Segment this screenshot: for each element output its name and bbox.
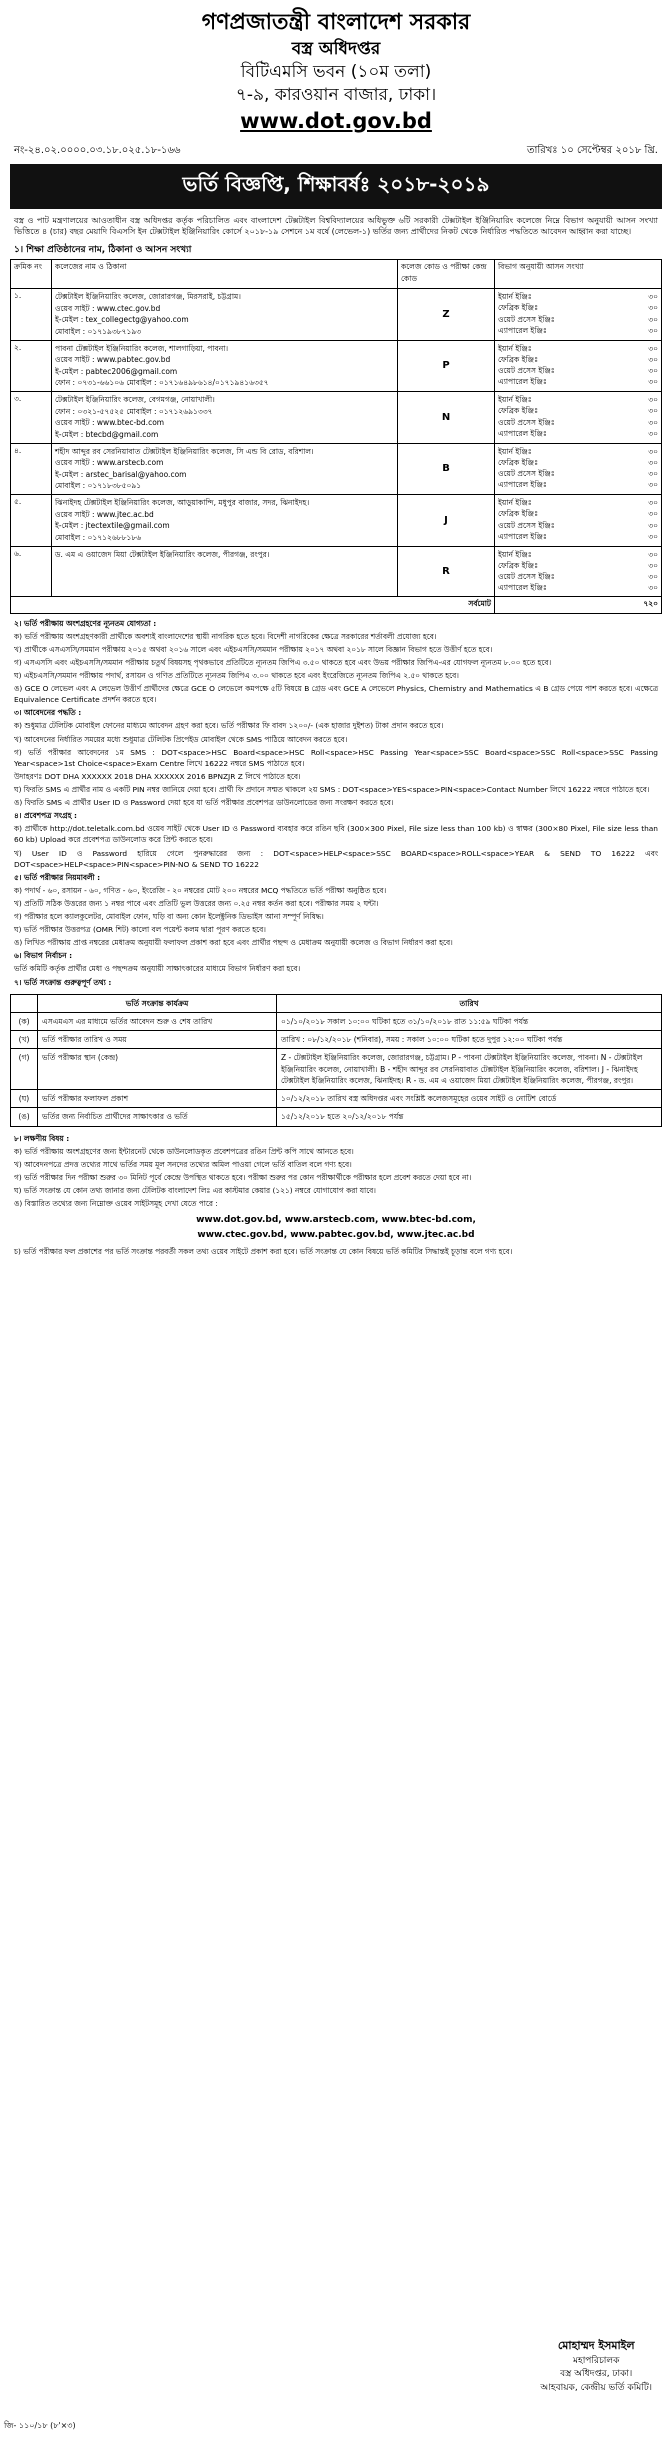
seat-line — [498, 582, 658, 593]
schedule-table — [10, 994, 662, 1127]
seat-count: ৩০ — [648, 520, 658, 530]
schedule-index: (ক) — [11, 1012, 38, 1030]
rule-line: ক) পদার্থ - ৬০, রসায়ন - ৬০, গণিত - ৬০, ইংরেজি - ২০ নম্বরের মোট ২০০ নম্বরের MCQ পদ্ধতিতে ভর্তি পরীক্ষা অনুষ্ঠিত হবে। — [14, 885, 387, 895]
college-contact-line: মোবাইল : ০১৭১২৬৮৮১৮৬ — [55, 532, 142, 542]
college-serial: ১. — [11, 289, 52, 341]
seat-count: ৩০ — [648, 457, 658, 467]
memo-date: তারিখঃ ১০ সেপ্টেম্বর ২০১৮ খ্রি. — [526, 144, 658, 156]
seat-department: ফেব্রিক ইঞ্জিঃ — [498, 303, 539, 313]
seat-count: ৩০ — [648, 366, 658, 376]
seat-department: ফেব্রিক ইঞ্জিঃ — [498, 457, 539, 467]
seat-count: ৩০ — [648, 377, 658, 387]
college-contact-line: ফোন : ০৩২১-৫৭৫২৫ মোবাইল : ০১৭১২৬৯১৩৩৭ — [55, 406, 213, 416]
college-contact-line: মোবাইল : ০১৭১৯৩৮৭১৯৩ — [55, 326, 142, 336]
college-serial: ৫. — [11, 495, 52, 547]
schedule-row — [11, 1108, 662, 1126]
colleges-table — [10, 259, 662, 614]
seat-count: ৩০ — [648, 395, 658, 405]
table-row — [11, 546, 662, 596]
seat-department: এ্যাপারেল ইঞ্জিঃ — [498, 583, 547, 593]
seat-count: ৩০ — [648, 560, 658, 570]
rule-line: ৩। আবেদনের পদ্ধতি : — [14, 708, 82, 718]
seat-line — [498, 446, 658, 457]
rule-line: গ) এসএসসি এবং এইচএসসি/সমমান পরীক্ষায় চতুর্থ বিষয়সহ পৃথকভাবে প্রতিটিতে ন্যূনতম জিপিএ ৩.৫০ থাকতে হবে এবং উভয় পরীক্ষার জিপিএ-এর যোগফল ন্যূনতম ৮.০০ হতে হবে। — [14, 657, 552, 667]
col-code: কলেজ কোড ও পরীক্ষা কেন্দ্র কোড — [398, 260, 495, 289]
seat-department: ইয়ার্ন ইঞ্জিঃ — [498, 343, 532, 353]
college-details — [52, 340, 398, 392]
seat-count: ৩০ — [648, 406, 658, 416]
note-line: ৮। লক্ষণীয় বিষয় : — [14, 1133, 70, 1143]
rule-line: ঘ) ফিরতি SMS এ প্রার্থীর নাম ও একটি PIN নম্বর জানিয়ে দেয়া হবে। প্রার্থী ফি প্রদানে সম্মত থাকলে ২য় SMS : DOT<space>YES<space>PIN<space>Contact Number লিখে 16222 নম্বরে পাঠাতে হবে। — [14, 784, 650, 794]
college-contact-line: ওয়েব সাইট : www.ctec.gov.bd — [55, 303, 161, 313]
seat-line — [498, 302, 658, 313]
table-row — [11, 495, 662, 547]
seat-department: ফেব্রিক ইঞ্জিঃ — [498, 509, 539, 519]
notice-title: ভর্তি বিজ্ঞপ্তি, শিক্ষাবর্ষঃ ২০১৮-২০১৯ — [10, 164, 662, 209]
schedule-date: ১৫/১২/২০১৮ হতে ২০/১২/২০১৮ পর্যন্ত — [277, 1108, 662, 1126]
seat-line — [498, 325, 658, 336]
website-link[interactable]: www.dot.gov.bd — [240, 108, 432, 133]
signature-block — [540, 2338, 652, 2395]
seat-line — [498, 479, 658, 490]
college-serial: ৩. — [11, 392, 52, 444]
schedule-row — [11, 1012, 662, 1030]
seat-line — [498, 531, 658, 542]
college-code: P — [398, 340, 495, 392]
college-code: R — [398, 546, 495, 596]
schedule-index: (ঘ) — [11, 1090, 38, 1108]
college-contact-line: ই-মেইল : tex_collegectg@yahoo.com — [55, 315, 189, 325]
seat-department: ইয়ার্ন ইঞ্জিঃ — [498, 446, 532, 456]
seat-count: ৩০ — [648, 325, 658, 335]
seat-line — [498, 468, 658, 479]
table-row — [11, 289, 662, 341]
seat-count: ৩০ — [648, 469, 658, 479]
seat-department: এ্যাপারেল ইঞ্জিঃ — [498, 377, 547, 387]
website-list — [10, 1213, 662, 1242]
signatory-org: বস্ত্র অধিদপ্তর, ঢাকা। — [560, 2369, 633, 2379]
college-code: J — [398, 495, 495, 547]
seat-count: ৩০ — [648, 572, 658, 582]
college-contact-line: ওয়েব সাইট : www.jtec.ac.bd — [55, 509, 154, 519]
rule-line: খ) আবেদনের নির্ধারিত সময়ের মধ্যে শুধুমাত্র টেলিটক প্রিপেইড মোবাইল থেকে SMS পাঠিয়ে আবেদন করতে হবে। — [14, 734, 348, 744]
letterhead — [10, 8, 662, 135]
section-title-colleges: ১। শিক্ষা প্রতিষ্ঠানের নাম, ঠিকানা ও আসন সংখ্যা — [14, 245, 192, 256]
seat-department: এ্যাপারেল ইঞ্জিঃ — [498, 480, 547, 490]
seat-line — [498, 394, 658, 405]
college-contact-line: ই-মেইল : jtectextile@gmail.com — [55, 521, 170, 531]
seat-department: ওয়েট প্রসেস ইঞ্জিঃ — [498, 417, 555, 427]
college-code: B — [398, 443, 495, 495]
schedule-activity: এসএমএস এর মাধ্যমে ভর্তির আবেদন শুরু ও শেষ তারিখ — [38, 1012, 277, 1030]
college-contact-line: ই-মেইল : pabtec2006@gmail.com — [55, 366, 178, 376]
college-contact-line: ওয়েব সাইট : www.pabtec.gov.bd — [55, 355, 171, 365]
website-line[interactable]: www.ctec.gov.bd, www.pabtec.gov.bd, www.jtec.ac.bd — [197, 1229, 475, 1240]
seat-line — [498, 291, 658, 302]
rule-line: ঙ) লিখিত পরীক্ষায় প্রাপ্ত নম্বরের মেধাক্রম অনুযায়ী ফলাফল প্রকাশ করা হবে এবং প্রার্থীর পছন্দ ও মেধাক্রম অনুযায়ী কলেজ ও বিভাগ নির্ধারণ করা হবে। — [14, 938, 453, 948]
note-line: ঘ) ভর্তি সংক্রান্ত যে কোন তথ্য জানার জন্য টেলিটক বাংলাদেশ লিঃ এর কাস্টমার কেয়ার (১২১) নম্বরে যোগাযোগ করা যাবে। — [14, 1186, 376, 1196]
schedule-activity: ভর্তি পরীক্ষার তারিখ ও সময় — [38, 1031, 277, 1049]
college-code: Z — [398, 289, 495, 341]
table-row — [11, 340, 662, 392]
rules-section — [14, 618, 658, 988]
seat-line — [498, 560, 658, 571]
seat-count: ৩০ — [648, 549, 658, 559]
college-contact-line: ওয়েব সাইট : www.btec-bd.com — [55, 418, 165, 428]
college-details — [52, 289, 398, 341]
rule-line: ক) শুধুমাত্র টেলিটক মোবাইল ফোনের মাধ্যমে আবেদন গ্রহণ করা হবে। ভর্তি পরীক্ষার ফি বাবদ ১২০০/- (এক হাজার দুইশত) টাকা প্রদান করতে হবে। — [14, 721, 444, 731]
memo-number: নং-২৪.০২.০০০০.০৩.১৮.০২৫.১৮-১৬৬ — [14, 144, 181, 156]
seat-line — [498, 314, 658, 325]
seat-department: ওয়েট প্রসেস ইঞ্জিঃ — [498, 520, 555, 530]
schedule-row — [11, 1031, 662, 1049]
building-name: বিটিএমসি ভবন (১০ম তলা) — [240, 61, 432, 82]
college-seats — [495, 289, 662, 341]
seat-department: ওয়েট প্রসেস ইঞ্জিঃ — [498, 572, 555, 582]
note-line: ক) ভর্তি পরীক্ষায় অংশগ্রহণের জন্য ইন্টারনেট থেকে ডাউনলোডকৃত প্রবেশপত্রের রঙিন প্রিন্ট কপি সাথে আনতে হবে। — [14, 1146, 354, 1156]
table-row — [11, 392, 662, 444]
schedule-index: (গ) — [11, 1049, 38, 1090]
schedule-activity: ভর্তি পরীক্ষার ফলাফল প্রকাশ — [38, 1090, 277, 1108]
department-name: বস্ত্র অধিদপ্তর — [291, 38, 381, 59]
seat-count: ৩০ — [648, 354, 658, 364]
schedule-date: ১০/১২/২০১৮ তারিখ বস্ত্র অধিদপ্তর এবং সংশ্লিষ্ট কলেজসমূহের ওয়েব সাইট ও নোটিশ বোর্ডে — [277, 1090, 662, 1108]
note-line: খ) আবেদনপত্রে প্রদত্ত তথ্যের সাথে ভর্তির সময় মূল সনদের তথ্যের অমিল পাওয়া গেলে ভর্তি বাতিল বলে গণ্য হবে। — [14, 1159, 352, 1169]
college-contact-line: ই-মেইল : arstec_barisal@yahoo.com — [55, 469, 187, 479]
rule-line: ঘ) এইচএসসি/সমমান পরীক্ষায় পদার্থ, রসায়ন ও গণিত প্রতিটিতে ন্যূনতম জিপিএ ৩.০০ থাকতে হবে এবং ইংরেজিতে ন্যূনতম জিপিএ ২.৫০ থাকতে হবে। — [14, 670, 459, 680]
rule-line: ভর্তি কমিটি কর্তৃক প্রার্থীর মেধা ও পছন্দক্রম অনুযায়ী সাক্ষাৎকারের মাধ্যমে বিভাগ নির্ধারণ করা হবে। — [14, 964, 301, 974]
seat-department: এ্যাপারেল ইঞ্জিঃ — [498, 325, 547, 335]
col-serial: ক্রমিক নং — [11, 260, 52, 289]
rule-line: ৫। ভর্তি পরীক্ষার নিয়মাবলী : — [14, 872, 101, 882]
seat-count: ৩০ — [648, 428, 658, 438]
schedule-activity: ভর্তির জন্য নির্বাচিত প্রার্থীদের সাক্ষাৎকার ও ভর্তি — [38, 1108, 277, 1126]
signatory-name: মোহাম্মদ ইসমাইল — [557, 2339, 635, 2352]
college-seats — [495, 495, 662, 547]
print-code: জি- ১১০/১৮ (৮'×৩) — [4, 2421, 76, 2430]
rule-line: উদাহরণঃ DOT DHA XXXXXX 2018 DHA XXXXXX 2016 BPNZJR Z লিখে পাঠাতে হবে। — [14, 771, 301, 781]
college-contact-line: মোবাইল : ০১৭১৮৩৮৫০৯১ — [55, 481, 142, 491]
rule-line: গ) ভর্তি পরীক্ষার আবেদনের ১ম SMS : DOT<space>HSC Board<space>HSC Roll<space>HSC Passing Year<space>SSC Board<space>SSC Roll<space>SSC Passing Year<space>1st Choice<space>Exam Centre লিখে 16222 নম্বরে SMS পাঠাতে হবে। — [14, 747, 658, 768]
college-name: শহীদ আব্দুর রব সেরনিয়াবাত টেক্সটাইল ইঞ্জিনিয়ারিং কলেজ, সি এন্ড বি রোড, বরিশাল। — [55, 446, 314, 456]
college-serial: ৪. — [11, 443, 52, 495]
college-name: ড. এম এ ওয়াজেদ মিয়া টেক্সটাইল ইঞ্জিনিয়ারিং কলেজ, পীরগঞ্জ, রংপুর। — [55, 549, 270, 559]
seat-line — [498, 508, 658, 519]
signatory-role: আহবায়ক, কেন্দ্রীয় ভর্তি কমিটি। — [540, 2382, 652, 2393]
schedule-index: (ঙ) — [11, 1108, 38, 1126]
notice-page — [10, 0, 662, 1257]
seat-line — [498, 520, 658, 531]
college-details — [52, 392, 398, 444]
seat-department: ওয়েট প্রসেস ইঞ্জিঃ — [498, 366, 555, 376]
college-name: টেক্সটাইল ইঞ্জিনিয়ারিং কলেজ, বেগমগঞ্জ, নোয়াখালী। — [55, 395, 215, 405]
rule-line: খ) প্রার্থীকে এসএসসি/সমমান পরীক্ষায় ২০১৫ অথবা ২০১৬ সালে এবং এইচএসসি/সমমান পরীক্ষায় ২০১৭ অথবা ২০১৮ সালে বিজ্ঞান বিভাগ হতে উত্তীর্ণ হতে হবে। — [14, 644, 493, 654]
website-line[interactable]: www.dot.gov.bd, www.arstecb.com, www.btec-bd.com, — [196, 1215, 476, 1226]
seat-line — [498, 405, 658, 416]
memo-line — [14, 143, 658, 160]
seat-count: ৩০ — [648, 583, 658, 593]
seat-department: ফেব্রিক ইঞ্জিঃ — [498, 354, 539, 364]
schedule-col-date: তারিখ — [277, 994, 662, 1012]
rule-line: ঘ) ভর্তি পরীক্ষার উত্তরপত্র (OMR শিট) কালো বল পয়েন্ট কলম দ্বারা পূরণ করতে হবে। — [14, 925, 266, 935]
seat-count: ৩০ — [648, 303, 658, 313]
schedule-index: (খ) — [11, 1031, 38, 1049]
seat-department: এ্যাপারেল ইঞ্জিঃ — [498, 428, 547, 438]
college-name: ঝিনাইদহ টেক্সটাইল ইঞ্জিনিয়ারিং কলেজ, আড়ুয়াকান্দি, মধুপুর বাজার, সদর, ঝিনাইদহ। — [55, 498, 310, 508]
seat-line — [498, 457, 658, 468]
seat-department: ইয়ার্ন ইঞ্জিঃ — [498, 549, 532, 559]
table-header-row — [11, 260, 662, 289]
seat-department: ইয়ার্ন ইঞ্জিঃ — [498, 395, 532, 405]
seat-line — [498, 354, 658, 365]
col-seats: বিভাগ অনুযায়ী আসন সংখ্যা — [495, 260, 662, 289]
seat-count: ৩০ — [648, 498, 658, 508]
college-seats — [495, 340, 662, 392]
schedule-row — [11, 1049, 662, 1090]
seat-line — [498, 428, 658, 439]
schedule-date: Z - টেক্সটাইল ইঞ্জিনিয়ারিং কলেজ, জোরারগঞ্জ, চট্টগ্রাম। P - পাবনা টেক্সটাইল ইঞ্জিনিয়ারিং কলেজ, পাবনা। N - টেক্সটাইল ইঞ্জিনিয়ারিং কলেজ, নোয়াখালী। B - শহীদ আব্দুর রব সেরনিয়াবাত টেক্সটাইল ইঞ্জিনিয়ারিং কলেজ, বরিশাল। J - ঝিনাইদহ টেক্সটাইল ইঞ্জিনিয়ারিং কলেজ, ঝিনাইদহ। R - ড. এম এ ওয়াজেদ মিয়া টেক্সটাইল ইঞ্জিনিয়ারিং কলেজ, পীরগঞ্জ, রংপুর। — [277, 1049, 662, 1090]
seat-count: ৩০ — [648, 417, 658, 427]
schedule-col-activity: ভর্তি সংক্রান্ত কার্যক্রম — [38, 994, 277, 1012]
total-row — [11, 596, 662, 613]
college-contact-line: ওয়েব সাইট : www.arstecb.com — [55, 458, 164, 468]
college-seats — [495, 546, 662, 596]
seat-department: ইয়ার্ন ইঞ্জিঃ — [498, 498, 532, 508]
seat-line — [498, 376, 658, 387]
intro-paragraph: বস্ত্র ও পাট মন্ত্রণালয়ের আওতাধীন বস্ত্র অধিদপ্তর কর্তৃক পরিচালিত এবং বাংলাদেশ টেক্সটাইল বিশ্ববিদ্যালয়ের অধিভুক্ত ৬টি সরকারী টেক্সটাইল ইঞ্জিনিয়ারিং কলেজে নিম্নে বিভাগ অনুযায়ী আসন সংখ্যা ভিত্তিতে ৪ (চার) বছর মেয়াদি বিএসসি ইন টেক্সটাইল ইঞ্জিনিয়ারিং কোর্সে ২০১৮-১৯ সেশনে ১ম বর্ষে (লেভেল-১) ভর্তির জন্য প্রার্থীদের নিকট থেকে নির্ধারিত পদ্ধতিতে আবেদন আহ্বান করা যাচ্ছে। — [14, 215, 658, 237]
college-details — [52, 546, 398, 596]
seat-department: ইয়ার্ন ইঞ্জিঃ — [498, 292, 532, 302]
note-line: ঙ) বিস্তারিত তথ্যের জন্য নিম্নোক্ত ওয়েব সাইটসমূহ দেখা যেতে পারে : — [14, 1199, 218, 1209]
schedule-header-row — [11, 994, 662, 1012]
signatory-title: মহাপরিচালক — [572, 2355, 620, 2366]
college-name: পাবনা টেক্সটাইল ইঞ্জিনিয়ারিং কলেজ, শালগাড়িয়া, পাবনা। — [55, 343, 229, 353]
college-code: N — [398, 392, 495, 444]
final-note: চ) ভর্তি পরীক্ষার ফল প্রকাশের পর ভর্তি সংক্রান্ত পরবর্তী সকল তথ্য ওয়েব সাইটে প্রকাশ করা হবে। ভর্তি সংক্রান্ত যে কোন বিষয়ে ভর্তি কমিটির সিদ্ধান্তই চূড়ান্ত বলে গণ্য হবে। — [14, 1247, 513, 1257]
college-seats — [495, 392, 662, 444]
seat-line — [498, 417, 658, 428]
college-contact-line: ফোন : ০৭৩১-৬৬১০৬ মোবাইল : ০১৭১৬৪৯৮৬১৪/০১৭১৯৪১৬৩৫৭ — [55, 378, 269, 388]
college-serial: ৬. — [11, 546, 52, 596]
rule-line: গ) পরীক্ষার হলে ক্যালকুলেটর, মোবাইল ফোন, ঘড়ি বা অন্য কোন ইলেক্ট্রনিক ডিভাইস আনা সম্পূর্ণ নিষিদ্ধ। — [14, 912, 324, 922]
rule-line: খ) প্রতিটি সঠিক উত্তরের জন্য ১ নম্বর পাবে এবং প্রতিটি ভুল উত্তরের জন্য ০.২৫ নম্বর কর্তন করা হবে। পরীক্ষার সময় ২ ঘন্টা। — [14, 898, 379, 908]
colleges-table-body — [11, 289, 662, 614]
seat-department: ওয়েট প্রসেস ইঞ্জিঃ — [498, 314, 555, 324]
government-name: গণপ্রজাতন্ত্রী বাংলাদেশ সরকার — [201, 10, 471, 35]
schedule-date: তারিখ : ০৮/১২/২০১৮ (শনিবার), সময় : সকাল ১০:০০ ঘটিকা হতে দুপুর ১২:০০ ঘটিকা পর্যন্ত — [277, 1031, 662, 1049]
seat-line — [498, 365, 658, 376]
rule-line: ৪। প্রবেশপত্র সংগ্রহ : — [14, 811, 78, 821]
rule-line: ক) ভর্তি পরীক্ষায় অংশগ্রহণকারী প্রার্থীকে অবশ্যই বাংলাদেশের স্থায়ী নাগরিক হতে হবে। বিদেশী নাগরিকের ক্ষেত্রে সরকারের শর্তাবলী প্রযোজ্য হবে। — [14, 631, 437, 641]
seat-department: ওয়েট প্রসেস ইঞ্জিঃ — [498, 469, 555, 479]
office-address: ৭-৯, কারওয়ান বাজার, ঢাকা। — [235, 84, 437, 105]
college-details — [52, 495, 398, 547]
seat-count: ৩০ — [648, 343, 658, 353]
table-row — [11, 443, 662, 495]
seat-line — [498, 549, 658, 560]
seat-line — [498, 343, 658, 354]
seat-count: ৩০ — [648, 446, 658, 456]
note-line: গ) ভর্তি পরীক্ষার দিন পরীক্ষা শুরুর ৩০ মিনিট পূর্বে কেন্দ্রে উপস্থিত থাকতে হবে। পরীক্ষা শুরুর পর কোন পরীক্ষার্থীকে পরীক্ষার হলে প্রবেশ করতে দেয়া হবে না। — [14, 1173, 472, 1183]
seat-count: ৩০ — [648, 292, 658, 302]
college-contact-line: ই-মেইল : btecbd@gmail.com — [55, 429, 159, 439]
col-college: কলেজের নাম ও ঠিকানা — [52, 260, 398, 289]
seat-line — [498, 571, 658, 582]
total-label: সর্বমোট — [11, 596, 495, 613]
seat-department: ফেব্রিক ইঞ্জিঃ — [498, 560, 539, 570]
schedule-table-body — [11, 1012, 662, 1126]
seat-department: এ্যাপারেল ইঞ্জিঃ — [498, 531, 547, 541]
college-serial: ২. — [11, 340, 52, 392]
notes-section — [14, 1133, 658, 1210]
rule-line: ঙ) GCE O লেভেল এবং A লেভেল উত্তীর্ণ প্রার্থীদের ক্ষেত্রে GCE O লেভেলে কমপক্ষে ৫টি বিষয়ে B গ্রেড এবং GCE A লেভেলে Physics, Chemistry and Mathematics এ B গ্রেড পেয়ে পাশ করতে হবে। এক্ষেত্রে Equivalence Certificate প্রদর্শন করতে হবে। — [14, 684, 658, 705]
college-details — [52, 443, 398, 495]
rule-line: ৬। বিভাগ নির্বাচন : — [14, 951, 73, 961]
schedule-activity: ভর্তি পরীক্ষার স্থান (কেন্দ্র) — [38, 1049, 277, 1090]
rule-line: ঙ) ফিরতি SMS এ প্রার্থীর User ID ও Password দেয়া হবে যা ভর্তি পরীক্ষার প্রবেশপত্র ডাউনলোডের জন্য সংরক্ষণ করতে হবে। — [14, 798, 394, 808]
rule-line: ক) প্রার্থীকে http://dot.teletalk.com.bd ওয়েব সাইট থেকে User ID ও Password ব্যবহার করে রঙিন ছবি (300×300 Pixel, File size less than 100 kb) ও স্বাক্ষর (300×80 Pixel, File size less than 60 kb) Upload করে প্রবেশপত্র ডাউনলোড করে প্রিন্ট করতে হবে। — [14, 824, 658, 845]
seat-department: ফেব্রিক ইঞ্জিঃ — [498, 406, 539, 416]
seat-count: ৩০ — [648, 314, 658, 324]
schedule-row — [11, 1090, 662, 1108]
seat-count: ৩০ — [648, 531, 658, 541]
total-value: ৭২০ — [495, 596, 662, 613]
college-seats — [495, 443, 662, 495]
rule-line: ২। ভর্তি পরীক্ষায় অংশগ্রহণের ন্যূনতম যোগ্যতা : — [14, 618, 157, 628]
rule-line: খ) User ID ও Password হারিয়ে গেলে পুনরুদ্ধারের জন্য : DOT<space>HELP<space>SSC BOARD<space>ROLL<space>YEAR & SEND TO 16222 এবং DOT<space>HELP<space>PIN<space>PIN-NO & SEND TO 16222 — [14, 848, 658, 869]
schedule-date: ০১/১০/২০১৮ সকাল ১০:০০ ঘটিকা হতে ৩১/১০/২০১৮ রাত ১১:৫৯ ঘটিকা পর্যন্ত — [277, 1012, 662, 1030]
rule-line: ৭। ভর্তি সংক্রান্ত গুরুত্বপূর্ণ তথ্য : — [14, 977, 112, 987]
seat-count: ৩০ — [648, 480, 658, 490]
seat-count: ৩০ — [648, 509, 658, 519]
college-name: টেক্সটাইল ইঞ্জিনিয়ারিং কলেজ, জোরারগঞ্জ, মিরসরাই, চট্টগ্রাম। — [55, 292, 241, 302]
seat-line — [498, 497, 658, 508]
